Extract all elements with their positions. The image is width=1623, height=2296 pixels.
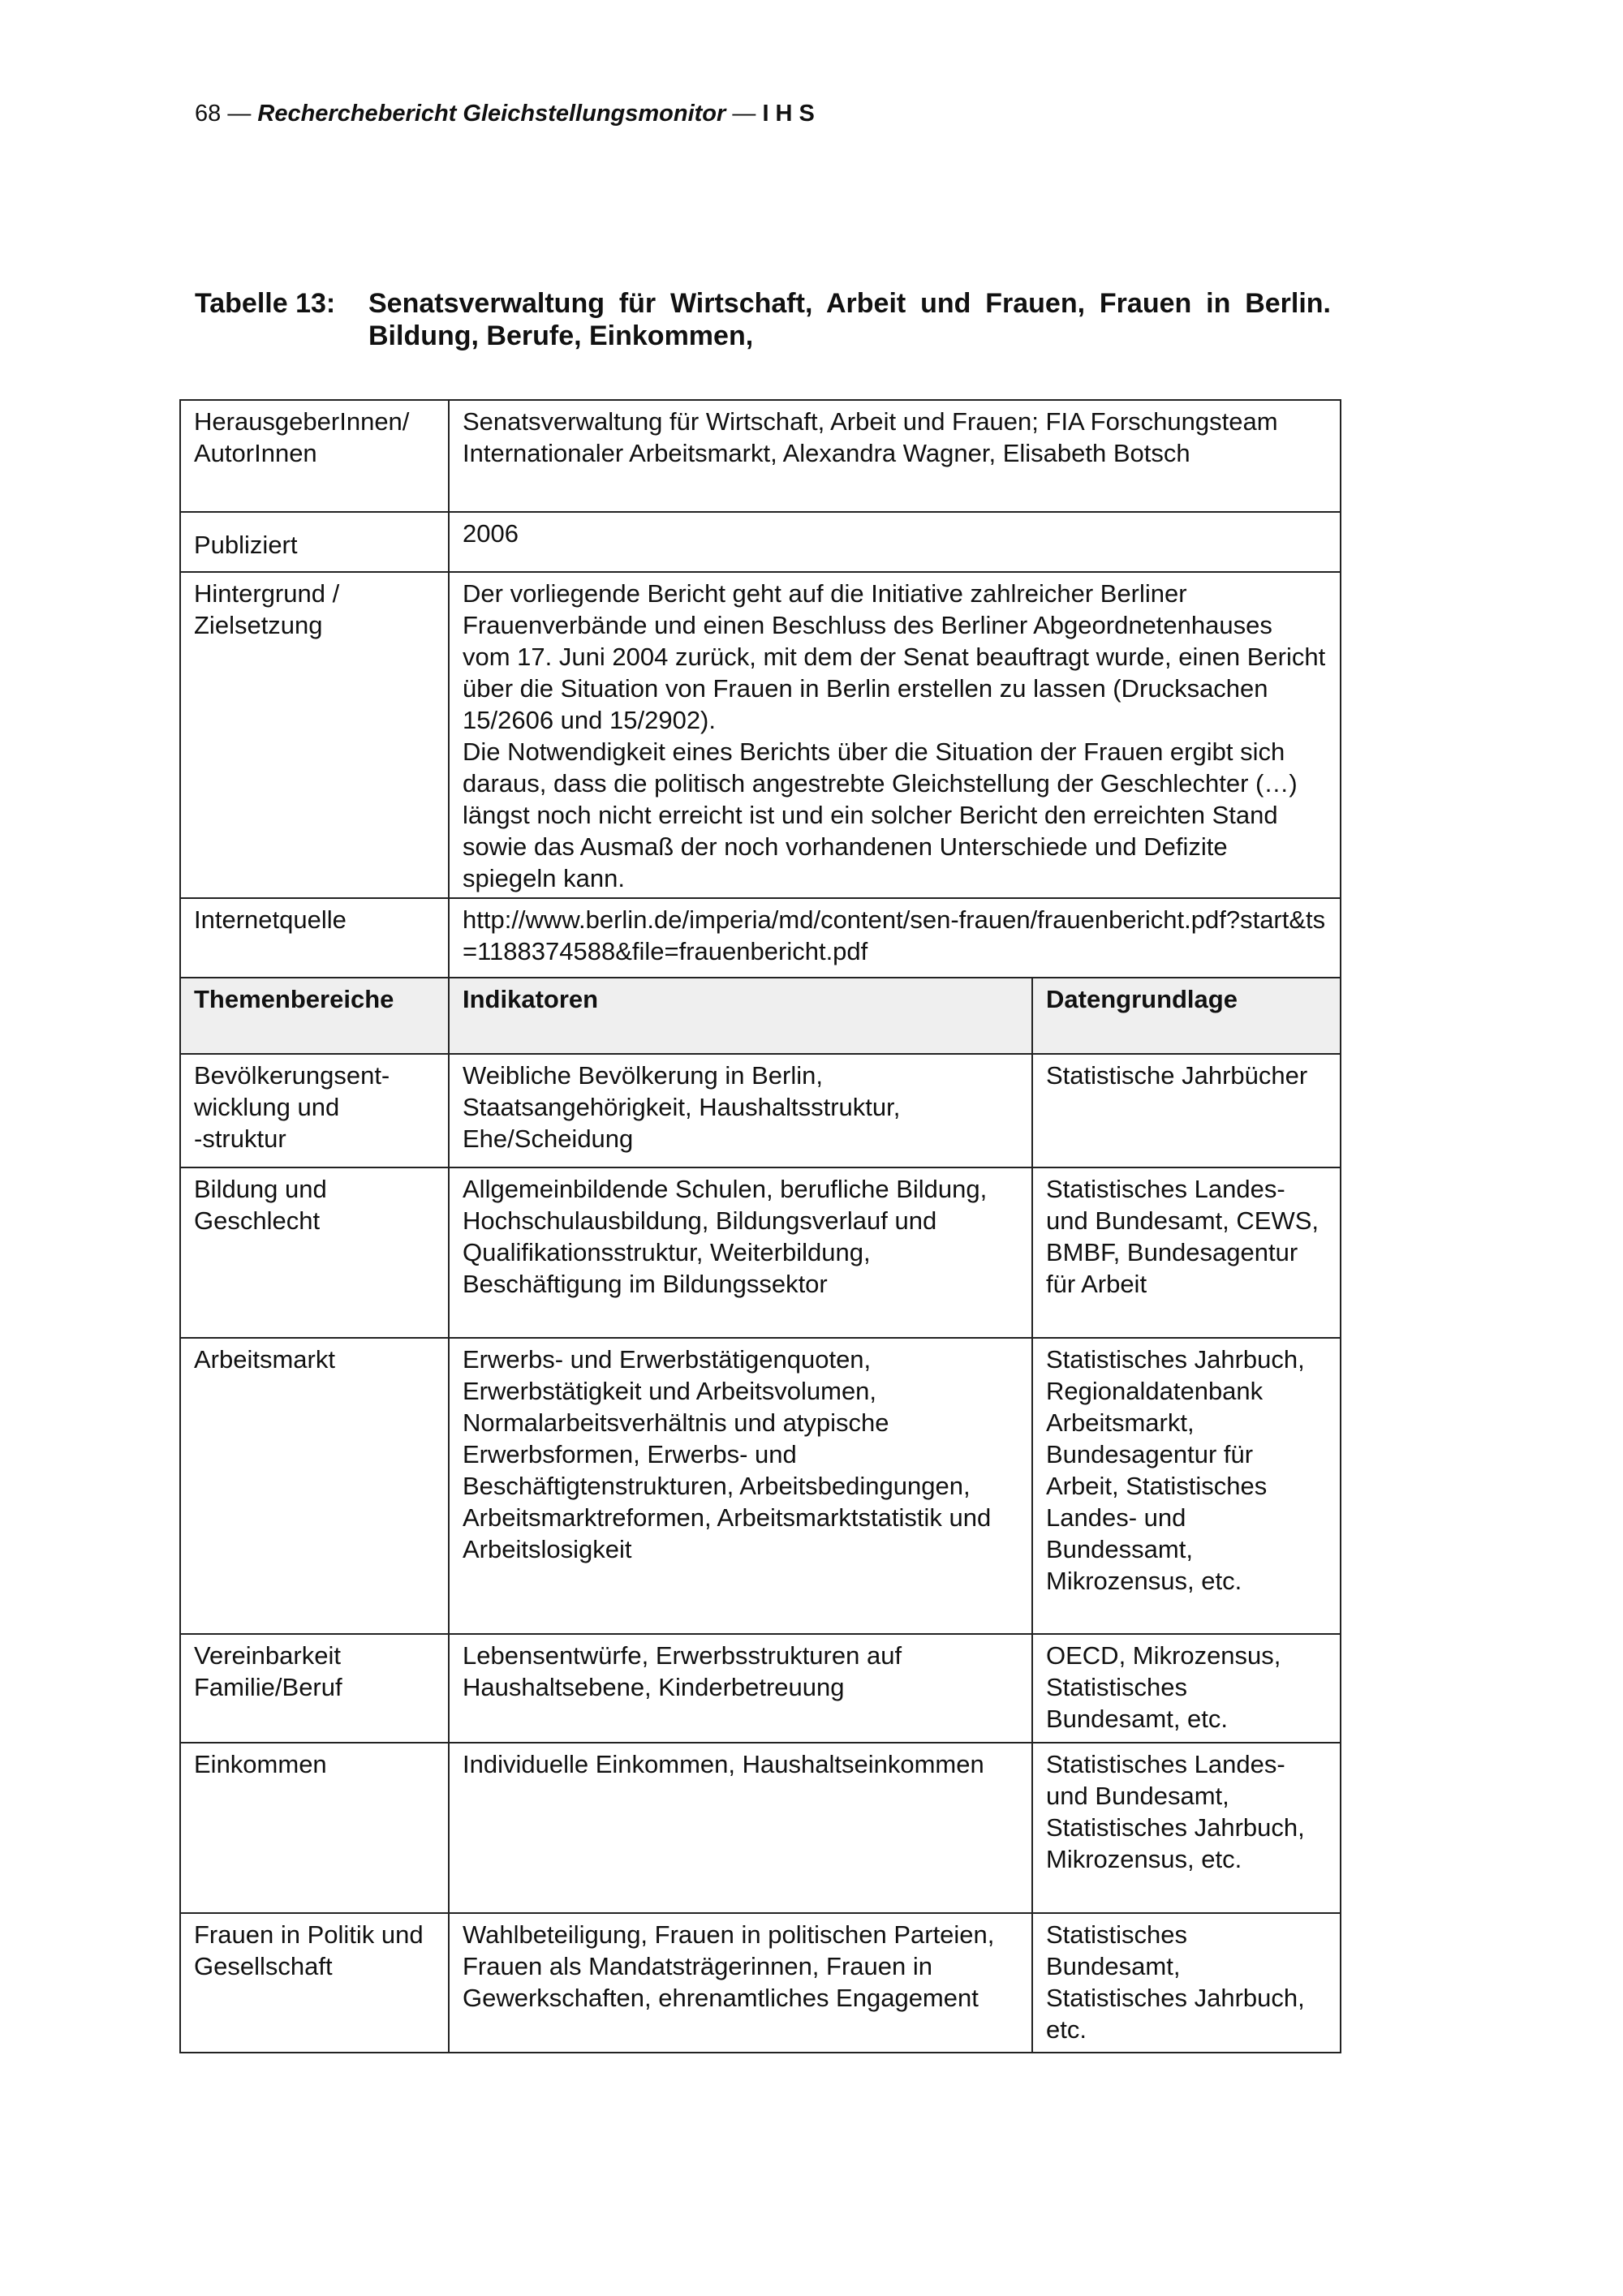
published-label: Publiziert (180, 512, 449, 572)
topic-cell: Vereinbarkeit Familie/Beruf (180, 1634, 449, 1743)
authors-value: Senatsverwaltung für Wirtschaft, Arbeit und Frauen; FIA Forschungsteam Internationaler Arbeitsmarkt, Alexandra Wagner, Elisabeth Botsch (449, 400, 1341, 512)
data-basis-cell: Statistisches Jahrbuch, Regionaldatenbank Arbeitsmarkt, Bundesagentur für Arbeit, Statistisches Landes- und Bundessamt, Mikrozensus, etc. (1032, 1338, 1341, 1634)
meta-row-published (180, 512, 1341, 572)
table-row (180, 1338, 1341, 1634)
page-number: 68 (195, 101, 222, 127)
column-header-data-basis: Datengrundlage (1032, 978, 1341, 1054)
column-header-row (180, 978, 1341, 1054)
indicators-cell: Individuelle Einkommen, Haushaltseinkommen (449, 1743, 1032, 1913)
indicators-cell: Weibliche Bevölkerung in Berlin, Staatsangehörigkeit, Haushaltsstruktur, Ehe/Scheidung (449, 1054, 1032, 1167)
table-caption-label: Tabelle 13: (195, 288, 336, 319)
published-value: 2006 (449, 512, 1341, 572)
table-row (180, 1167, 1341, 1338)
report-title: Recherchebericht Gleichstellungsmonitor (257, 101, 726, 127)
authors-label: HerausgeberInnen/ AutorInnen (180, 400, 449, 512)
header-separator: — (221, 101, 258, 127)
table-row (180, 1743, 1341, 1913)
table-caption-text: Senatsverwaltung für Wirtschaft, Arbeit und Frauen, Frauen in Berlin. Bildung, Berufe, Einkommen, (368, 288, 1331, 351)
table-row (180, 1634, 1341, 1743)
data-basis-cell: Statistisches Landes- und Bundesamt, Statistisches Jahrbuch, Mikrozensus, etc. (1032, 1743, 1341, 1913)
column-header-indicators: Indikatoren (449, 978, 1032, 1054)
background-value: Der vorliegende Bericht geht auf die Initiative zahlreicher Berliner Frauenverbände und einen Beschluss des Berliner Abgeordnetenhauses vom 17. Juni 2004 zurück, mit dem der Senat beauftragt wurde, einen Bericht über die Situation von Frauen in Berlin erstellen zu lassen (Drucksachen 15/2606 und 15/2902). Die Notwendigkeit eines Berichts über die Situation der Frauen ergibt sich daraus, dass die politisch angestrebte Gleichstellung der Geschlechter (…) längst noch nicht erreicht ist und ein solcher Bericht den erreichten Stand sowie das Ausmaß der noch vorhandenen Unterschiede und Defizite spiegeln kann. (449, 572, 1341, 898)
column-header-topic: Themenbereiche (180, 978, 449, 1054)
meta-row-source (180, 898, 1341, 978)
institute-name: I H S (762, 101, 815, 127)
topic-cell: Einkommen (180, 1743, 449, 1913)
indicators-cell: Wahlbeteiligung, Frauen in politischen Parteien, Frauen als Mandatsträgerinnen, Frauen in Gewerkschaften, ehrenamtliches Engagement (449, 1913, 1032, 2053)
table-row (180, 1054, 1341, 1167)
data-basis-cell: OECD, Mikrozensus, Statistisches Bundesamt, etc. (1032, 1634, 1341, 1743)
indicators-cell: Lebensentwürfe, Erwerbsstrukturen auf Haushaltsebene, Kinderbetreuung (449, 1634, 1032, 1743)
topic-cell: Arbeitsmarkt (180, 1338, 449, 1634)
background-label: Hintergrund / Zielsetzung (180, 572, 449, 898)
source-label: Internetquelle (180, 898, 449, 978)
header-separator: — (725, 101, 763, 127)
topic-cell: Frauen in Politik und Gesellschaft (180, 1913, 449, 2053)
topic-cell: Bildung und Geschlecht (180, 1167, 449, 1338)
indicators-cell: Erwerbs- und Erwerbstätigenquoten, Erwerbstätigkeit und Arbeitsvolumen, Normalarbeitsverhältnis und atypische Erwerbsformen, Erwerbs- und Beschäftigtenstrukturen, Arbeitsbedingungen, Arbeitsmarktreformen, Arbeitsmarktstatistik und Arbeitslosigkeit (449, 1338, 1032, 1634)
report-table (179, 399, 1341, 2053)
source-url: http://www.berlin.de/imperia/md/content/sen-frauen/frauenbericht.pdf?start&ts=1188374588&file=frauenbericht.pdf (449, 898, 1341, 978)
meta-row-authors (180, 400, 1341, 512)
topic-cell: Bevölkerungsent- wicklung und -struktur (180, 1054, 449, 1167)
meta-row-background (180, 572, 1341, 898)
table-row (180, 1913, 1341, 2053)
data-basis-cell: Statistische Jahrbücher (1032, 1054, 1341, 1167)
indicators-cell: Allgemeinbildende Schulen, berufliche Bildung, Hochschulausbildung, Bildungsverlauf und Qualifikationsstruktur, Weiterbildung, Beschäftigung im Bildungssektor (449, 1167, 1032, 1338)
running-header (195, 101, 815, 127)
data-basis-cell: Statistisches Bundesamt, Statistisches Jahrbuch, etc. (1032, 1913, 1341, 2053)
data-basis-cell: Statistisches Landes- und Bundesamt, CEWS, BMBF, Bundesagentur für Arbeit (1032, 1167, 1341, 1338)
